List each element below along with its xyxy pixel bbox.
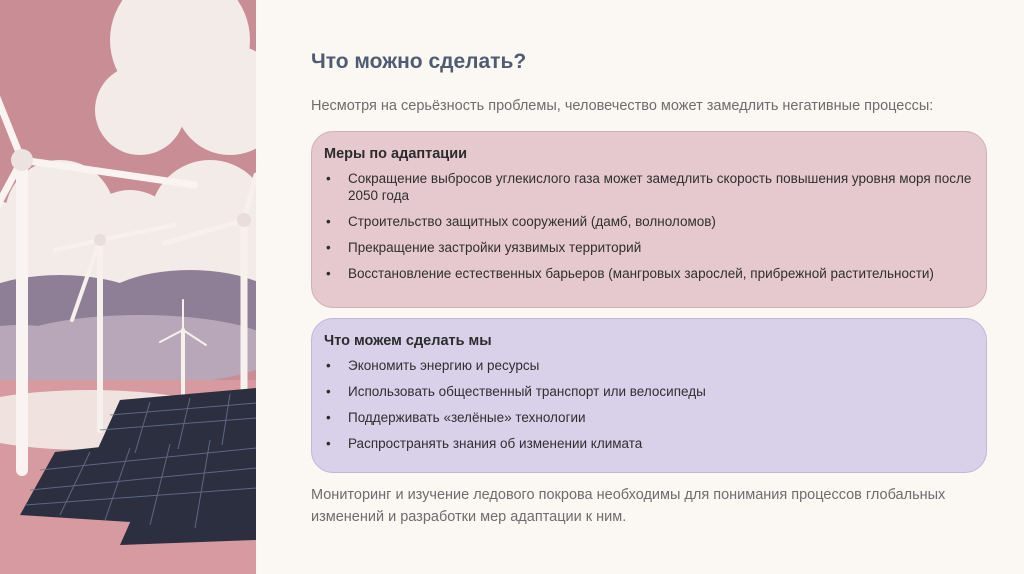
adaptation-heading: Меры по адаптации [324, 146, 468, 162]
list-item: • Распространять знания об изменении климата [324, 435, 972, 452]
adaptation-list [324, 170, 972, 282]
list-item: • Строительство защитных сооружений (дамб, волноломов) [324, 213, 972, 230]
our-actions-card [311, 318, 987, 473]
list-item: • Восстановление естественных барьеров (мангровых зарослей, прибрежной растительности) [324, 265, 972, 282]
adaptation-card [311, 131, 987, 308]
list-item: • Использовать общественный транспорт или велосипеды [324, 383, 972, 400]
our-actions-heading: Что можем сделать мы [324, 333, 492, 349]
our-actions-list [324, 357, 972, 452]
list-item: • Прекращение застройки уязвимых территорий [324, 239, 972, 256]
list-item: • Экономить энергию и ресурсы [324, 357, 972, 374]
list-item: • Сокращение выбросов углекислого газа может замедлить скорость повышения уровня моря после 2050 года [324, 170, 972, 204]
list-item: • Поддерживать «зелёные» технологии [324, 409, 972, 426]
wind-solar-illustration [0, 0, 256, 574]
slide-title: Что можно сделать? [311, 50, 527, 73]
slide-content [311, 0, 1001, 574]
outro-text: Мониторинг и изучение ледового покрова необходимы для понимания процессов глобальных изменений и разработки мер адаптации к ним. [311, 487, 946, 525]
intro-text: Несмотря на серьёзность проблемы, человечество может замедлить негативные процессы: [311, 98, 934, 114]
